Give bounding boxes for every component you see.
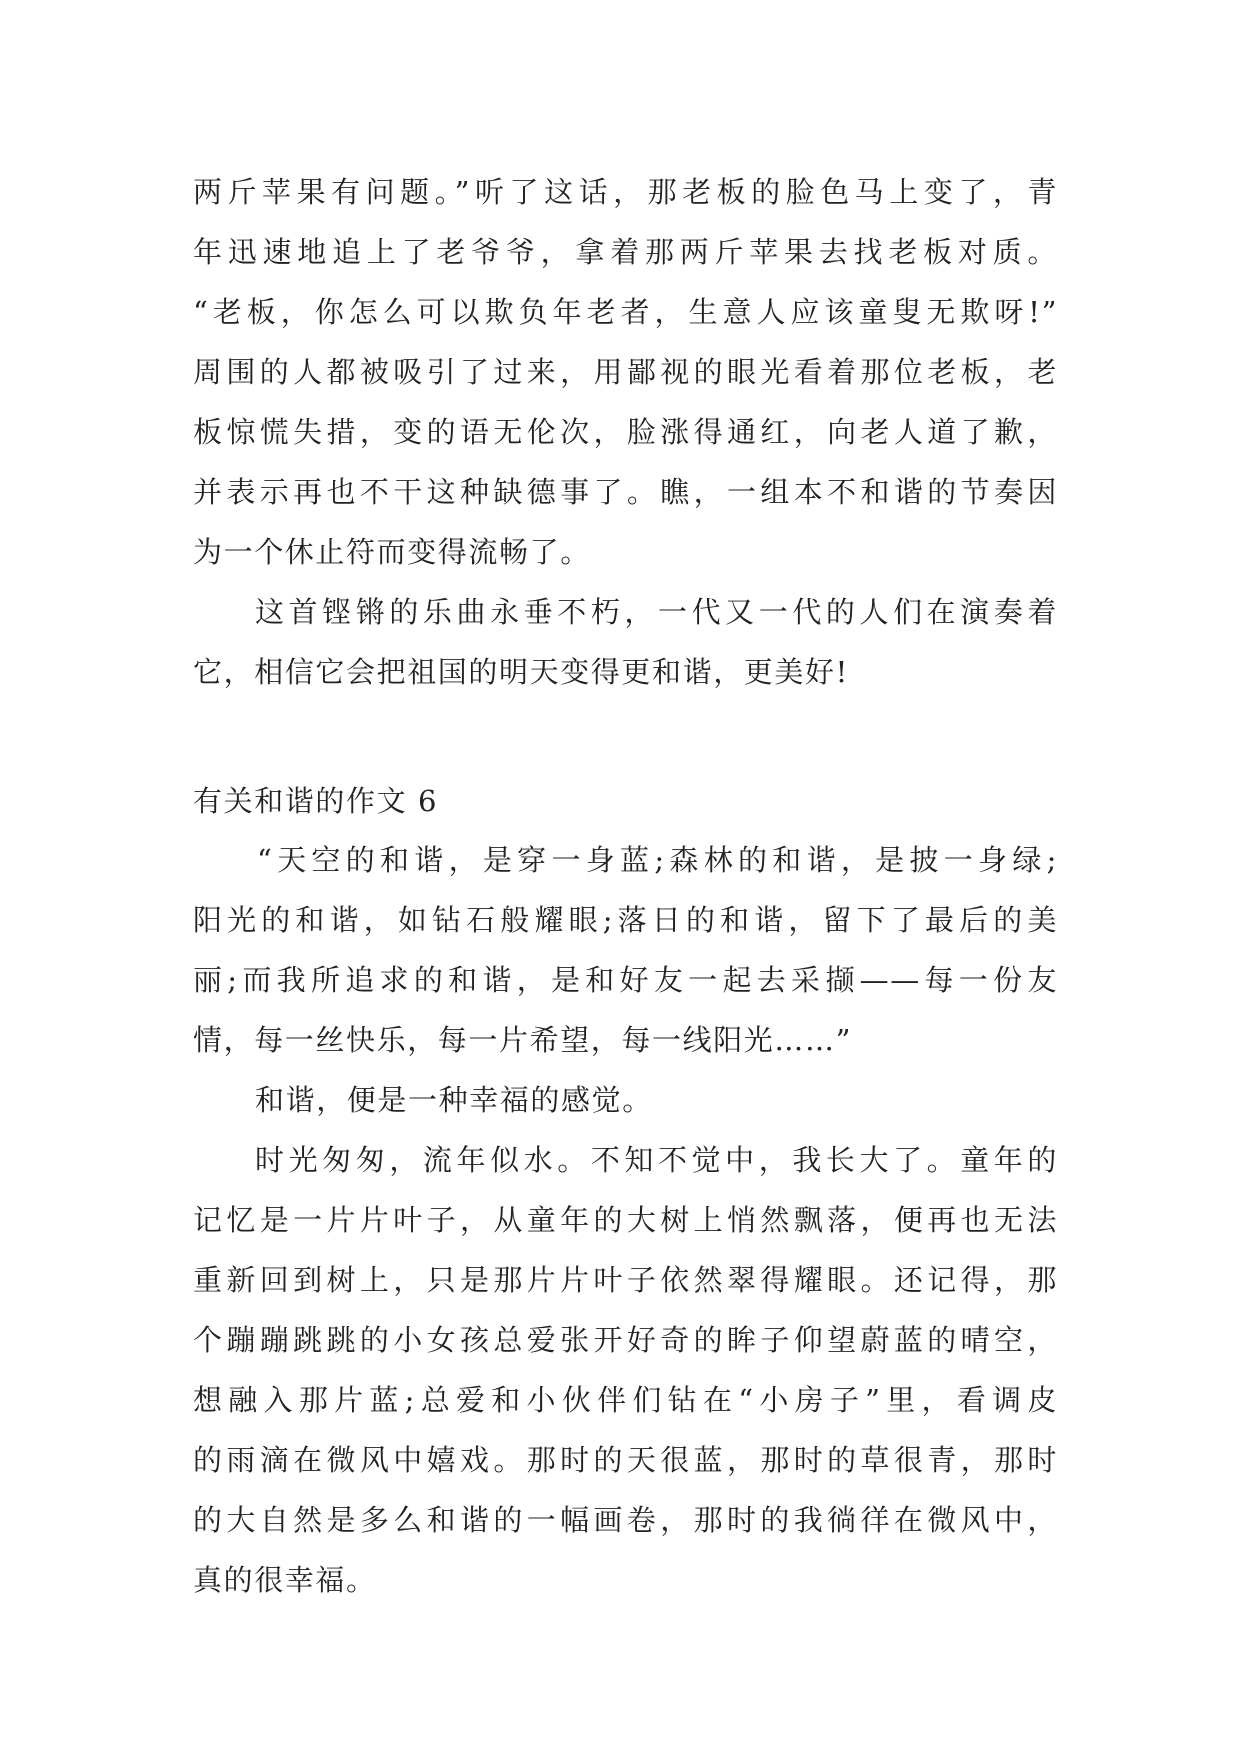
text-line: 个蹦蹦跳跳的小女孩总爱张开好奇的眸子仰望蔚蓝的晴空， (193, 1323, 1058, 1357)
section-gap (193, 702, 1058, 772)
text-line: 并表示再也不干这种缺德事了。瞧，一组本不和谐的节奏因 (193, 475, 1058, 509)
text-line: 时光匆匆，流年似水。不知不觉中，我长大了。童年的 (255, 1143, 1058, 1177)
text-line: 为一个休止符而变得流畅了。 (193, 535, 591, 569)
text-line: 这首铿锵的乐曲永垂不朽，一代又一代的人们在演奏着 (255, 595, 1058, 629)
paragraph-quote (193, 830, 1058, 1070)
text-line: 重新回到树上，只是那片片叶子依然翠得耀眼。还记得，那 (193, 1263, 1058, 1297)
paragraph-memory (193, 1130, 1058, 1610)
text-line: “老板，你怎么可以欺负年老者，生意人应该童叟无欺呀!” (193, 295, 1058, 329)
text-line: 阳光的和谐，如钻石般耀眼;落日的和谐，留下了最后的美 (193, 903, 1058, 937)
paragraph-apple-story (193, 162, 1058, 582)
paragraph-conclusion (193, 582, 1058, 702)
document-body (193, 162, 1058, 1610)
text-line: “天空的和谐，是穿一身蓝;森林的和谐，是披一身绿; (257, 843, 1058, 877)
text-line: 的大自然是多么和谐的一幅画卷，那时的我徜徉在微风中， (193, 1503, 1058, 1537)
essay-heading: 有关和谐的作文 6 (193, 784, 439, 818)
text-line: 真的很幸福。 (193, 1563, 377, 1597)
text-line: 情，每一丝快乐，每一片希望，每一线阳光……” (193, 1023, 853, 1057)
text-line: 记忆是一片片叶子，从童年的大树上悄然飘落，便再也无法 (193, 1203, 1058, 1237)
text-line: 两斤苹果有问题。”听了这话，那老板的脸色马上变了，青 (193, 175, 1058, 209)
text-line: 想融入那片蓝;总爱和小伙伴们钻在“小房子”里，看调皮 (193, 1383, 1058, 1417)
text-line: 丽;而我所追求的和谐，是和好友一起去采撷——每一份友 (193, 963, 1058, 997)
text-line: 和谐，便是一种幸福的感觉。 (255, 1083, 653, 1117)
text-line: 板惊慌失措，变的语无伦次，脸涨得通红，向老人道了歉， (193, 415, 1058, 449)
text-line: 周围的人都被吸引了过来，用鄙视的眼光看着那位老板，老 (193, 355, 1058, 389)
text-line: 的雨滴在微风中嬉戏。那时的天很蓝，那时的草很青，那时 (193, 1443, 1058, 1477)
paragraph-happiness (193, 1070, 1058, 1130)
text-line: 它，相信它会把祖国的明天变得更和谐，更美好! (193, 655, 849, 689)
text-line: 年迅速地追上了老爷爷，拿着那两斤苹果去找老板对质。 (193, 235, 1058, 269)
